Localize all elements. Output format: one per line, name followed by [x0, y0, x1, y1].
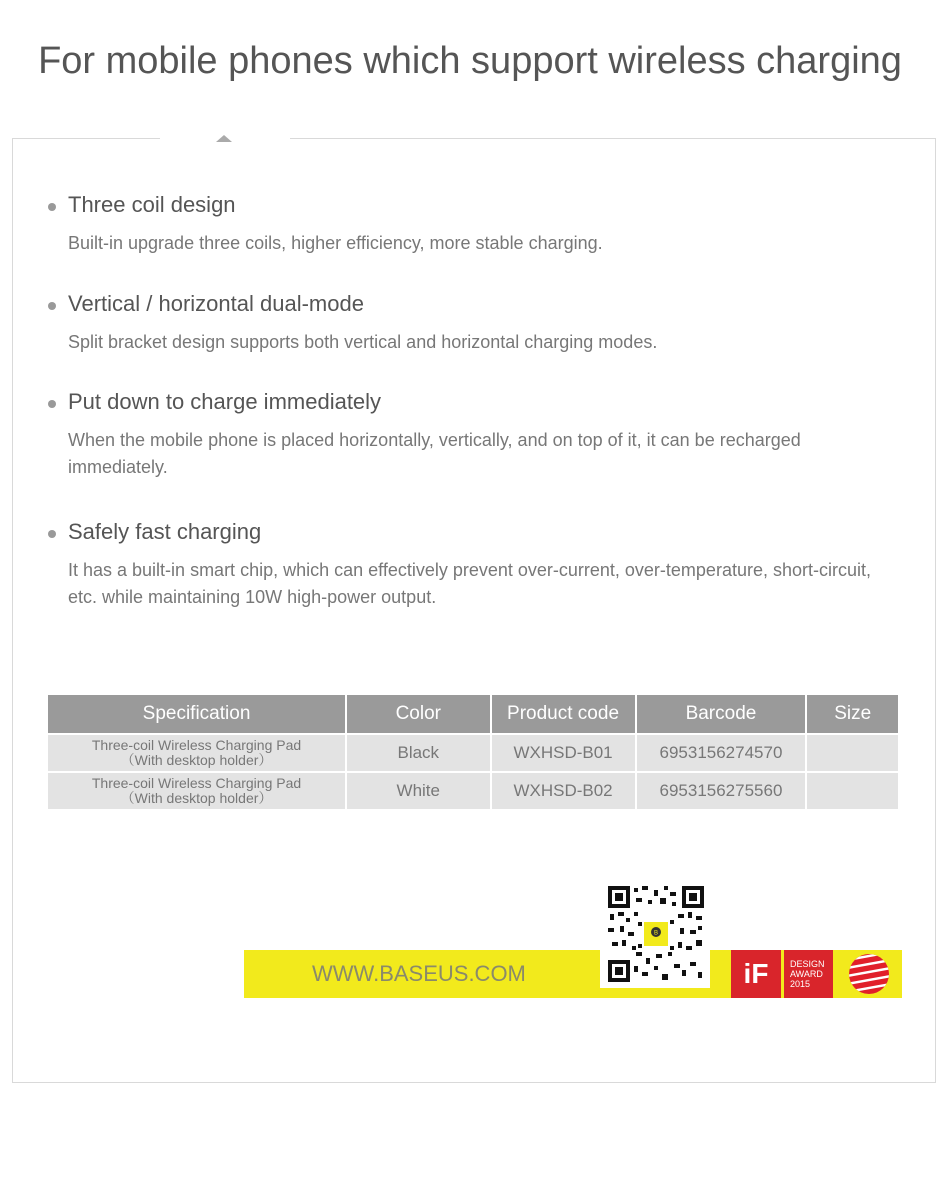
feature-title: Safely fast charging	[68, 519, 262, 544]
cell-color: White	[347, 773, 489, 809]
table-row	[48, 773, 898, 809]
header-color: Color	[347, 695, 489, 733]
page-title: For mobile phones which support wireless charging	[38, 40, 902, 82]
cell-product-code: WXHSD-B01	[492, 735, 635, 771]
design-award-badge	[784, 950, 833, 998]
bullet-icon	[48, 203, 56, 211]
award-line: DESIGN	[790, 959, 825, 969]
cell-color: Black	[347, 735, 489, 771]
cell-specification	[48, 735, 345, 771]
qr-code-icon	[608, 886, 704, 982]
if-design-logo: iF	[731, 950, 781, 998]
cell-barcode: 6953156274570	[637, 735, 806, 771]
spec-name: Three-coil Wireless Charging Pad	[91, 775, 302, 791]
caret-up-icon	[216, 135, 232, 142]
bullet-icon	[48, 400, 56, 408]
specification-table	[46, 693, 900, 811]
table-row	[48, 735, 898, 771]
qr-logo-letter: B	[653, 930, 659, 937]
bullet-icon	[48, 302, 56, 310]
red-dot-award-icon	[847, 952, 891, 996]
cell-size	[807, 773, 898, 809]
feature-title: Put down to charge immediately	[68, 389, 382, 414]
feature-description: When the mobile phone is placed horizontally, vertically, and on top of it, it can be recharged immediately.	[68, 430, 801, 477]
spec-name: Three-coil Wireless Charging Pad	[91, 737, 302, 753]
cell-specification	[48, 773, 345, 809]
feature-description: It has a built-in smart chip, which can effectively prevent over-current, over-temperature, short-circuit, etc. while maintaining 10W high-power output.	[68, 560, 871, 607]
spec-subtitle: （With desktop holder）	[120, 752, 273, 768]
bullet-icon	[48, 530, 56, 538]
feature-title: Three coil design	[68, 192, 236, 217]
cell-barcode: 6953156275560	[637, 773, 806, 809]
table-header-row	[48, 695, 898, 733]
feature-description: Split bracket design supports both vertical and horizontal charging modes.	[68, 332, 658, 352]
feature-description: Built-in upgrade three coils, higher efficiency, more stable charging.	[68, 233, 603, 253]
header-specification: Specification	[48, 695, 345, 733]
feature-title: Vertical / horizontal dual-mode	[68, 291, 364, 316]
cell-size	[807, 735, 898, 771]
header-product-code: Product code	[492, 695, 635, 733]
website-link[interactable]: WWW.BASEUS.COM	[312, 961, 526, 986]
header-barcode: Barcode	[637, 695, 806, 733]
header-size: Size	[807, 695, 898, 733]
award-line: AWARD	[790, 969, 823, 979]
spec-subtitle: （With desktop holder）	[120, 790, 273, 806]
cell-product-code: WXHSD-B02	[492, 773, 635, 809]
award-line: 2015	[790, 979, 811, 989]
